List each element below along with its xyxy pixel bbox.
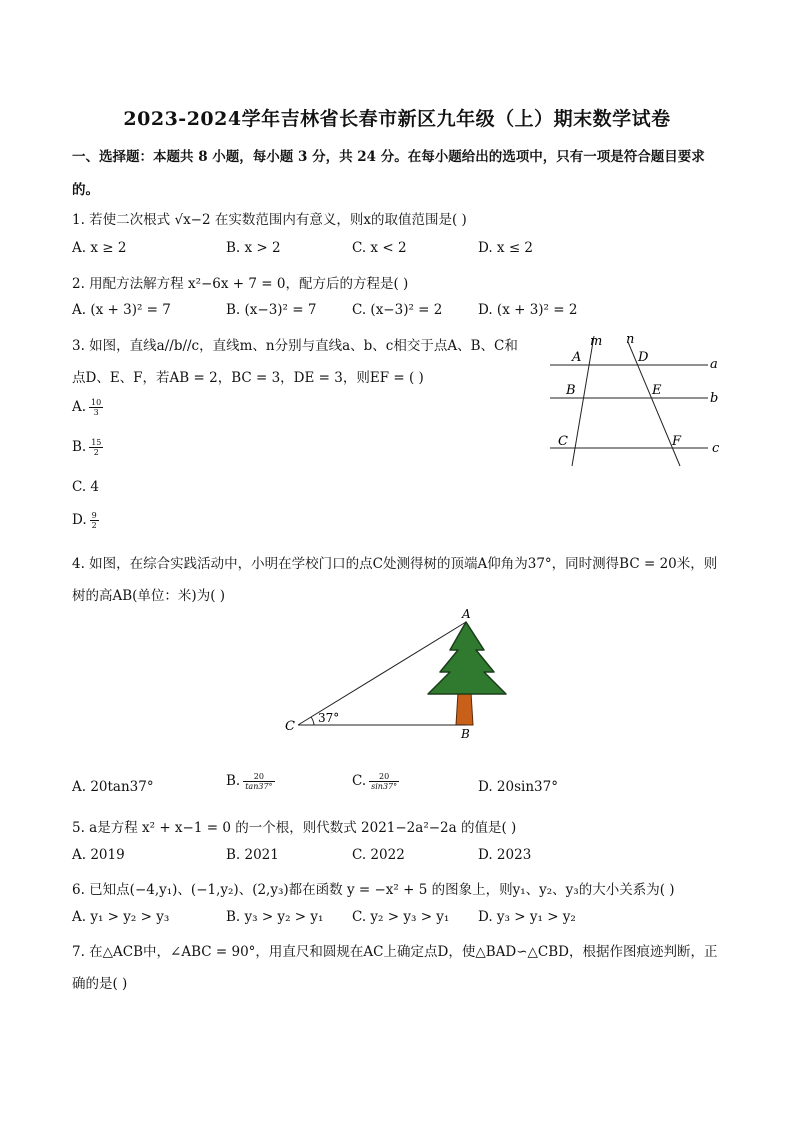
fraction-numerator: 10	[91, 398, 102, 407]
q2-option-a: A. (x + 3)² = 7	[72, 302, 171, 318]
q2-stem: 2. 用配方法解方程 x²−6x + 7 = 0，配方后的方程是( )	[72, 276, 409, 292]
fraction-numerator: 9	[91, 511, 97, 520]
q1-option-d: D. x ≤ 2	[478, 240, 534, 256]
label-E: E	[652, 383, 662, 398]
angle-arc	[311, 717, 314, 725]
q3-option-d-label: D.	[72, 512, 87, 528]
q1-option-c: C. x < 2	[352, 240, 407, 256]
q1-stem: 1. 若使二次根式 √x−2 在实数范围内有意义，则x的取值范围是( )	[72, 212, 467, 228]
fraction-numerator: 20	[369, 772, 399, 782]
q6-option-a: A. y₁ > y₂ > y₃	[72, 909, 170, 925]
q6-option-d: D. y₃ > y₁ > y₂	[478, 909, 576, 925]
fraction-denominator: 2	[93, 448, 99, 457]
fraction-denominator: sin37°	[371, 782, 398, 791]
q1-option-b: B. x > 2	[226, 240, 281, 256]
q4-option-c-fraction	[369, 772, 399, 791]
label-D: D	[638, 350, 649, 365]
section-instructions-line2: 的。	[72, 182, 99, 198]
q4-stem-line1: 4. 如图，在综合实践活动中，小明在学校门口的点C处测得树的顶端A仰角为37°，同时测得BC = 20米，则	[72, 556, 718, 572]
q3-option-a	[72, 398, 103, 417]
q3-option-d-fraction	[90, 511, 99, 530]
label-F: F	[672, 434, 682, 449]
q4-option-b-fraction	[243, 772, 274, 791]
tree-trunk	[456, 692, 473, 725]
segment-CA	[298, 622, 466, 725]
q5-stem: 5. a是方程 x² + x−1 = 0 的一个根，则代数式 2021−2a²−2a 的值是( )	[72, 820, 517, 836]
q5-option-a: A. 2019	[72, 847, 125, 863]
q6-option-b: B. y₃ > y₂ > y₁	[226, 909, 324, 925]
label-C: C	[558, 434, 568, 449]
section-instructions-line1: 一、选择题：本题共 8 小题，每小题 3 分，共 24 分。在每小题给出的选项中，只有一项是符合题目要求	[72, 149, 705, 165]
q4-option-b	[226, 772, 275, 791]
q3-option-c: C. 4	[72, 479, 100, 495]
q3-option-b	[72, 438, 103, 457]
fraction-denominator: 2	[91, 521, 97, 530]
label-A: A	[462, 607, 471, 621]
q1-option-a: A. x ≥ 2	[72, 240, 127, 256]
q3-parallel-lines-figure	[540, 328, 730, 473]
q4-option-b-label: B.	[226, 773, 241, 789]
angle-label: 37°	[318, 711, 340, 725]
q2-option-d: D. (x + 3)² = 2	[478, 302, 578, 318]
q7-stem-line1: 7. 在△ACB中，∠ABC = 90°，用直尺和圆规在AC上确定点D，使△BAD∽△CBD，根据作图痕迹判断，正	[72, 944, 718, 960]
label-m: m	[590, 334, 603, 349]
fraction-numerator: 20	[243, 772, 274, 782]
q3-option-a-label: A.	[72, 399, 87, 415]
q5-option-b: B. 2021	[226, 847, 279, 863]
q3-option-b-fraction	[89, 438, 103, 457]
label-C: C	[285, 719, 295, 734]
label-B: B	[566, 383, 576, 398]
label-b: b	[710, 391, 719, 406]
fraction-denominator: tan37°	[245, 782, 273, 791]
q4-option-c-label: C.	[352, 773, 367, 789]
q5-option-d: D. 2023	[478, 847, 532, 863]
q6-option-c: C. y₂ > y₃ > y₁	[352, 909, 450, 925]
q3-option-a-fraction	[89, 398, 103, 417]
label-n: n	[626, 332, 635, 347]
q2-option-c: C. (x−3)² = 2	[352, 302, 443, 318]
label-A: A	[572, 350, 582, 365]
q6-stem: 6. 已知点(−4,y₁)、(−1,y₂)、(2,y₃)都在函数 y = −x² + 5 的图象上，则y₁、y₂、y₃的大小关系为( )	[72, 882, 675, 898]
label-B: B	[461, 727, 470, 741]
q3-option-d	[72, 511, 99, 530]
fraction-denominator: 3	[93, 408, 99, 417]
q4-tree-figure	[280, 604, 520, 744]
page-title: 2023-2024学年吉林省长春市新区九年级（上）期末数学试卷	[123, 108, 671, 130]
q4-option-a: A. 20tan37°	[72, 779, 154, 795]
q3-stem-line1: 3. 如图，直线a//b//c，直线m、n分别与直线a、b、c相交于点A、B、C和	[72, 338, 518, 354]
label-a: a	[710, 357, 718, 372]
q2-option-b: B. (x−3)² = 7	[226, 302, 317, 318]
q3-stem-line2: 点D、E、F，若AB = 2，BC = 3，DE = 3，则EF = ( )	[72, 370, 424, 386]
fraction-numerator: 15	[91, 438, 102, 447]
tree-foliage	[428, 622, 506, 694]
label-c: c	[712, 441, 720, 456]
q7-stem-line2: 确的是( )	[72, 976, 128, 992]
q5-option-c: C. 2022	[352, 847, 405, 863]
q4-stem-line2: 树的高AB(单位：米)为( )	[72, 588, 226, 604]
q3-option-b-label: B.	[72, 439, 87, 455]
q4-option-d: D. 20sin37°	[478, 779, 558, 795]
q4-option-c	[352, 772, 399, 791]
